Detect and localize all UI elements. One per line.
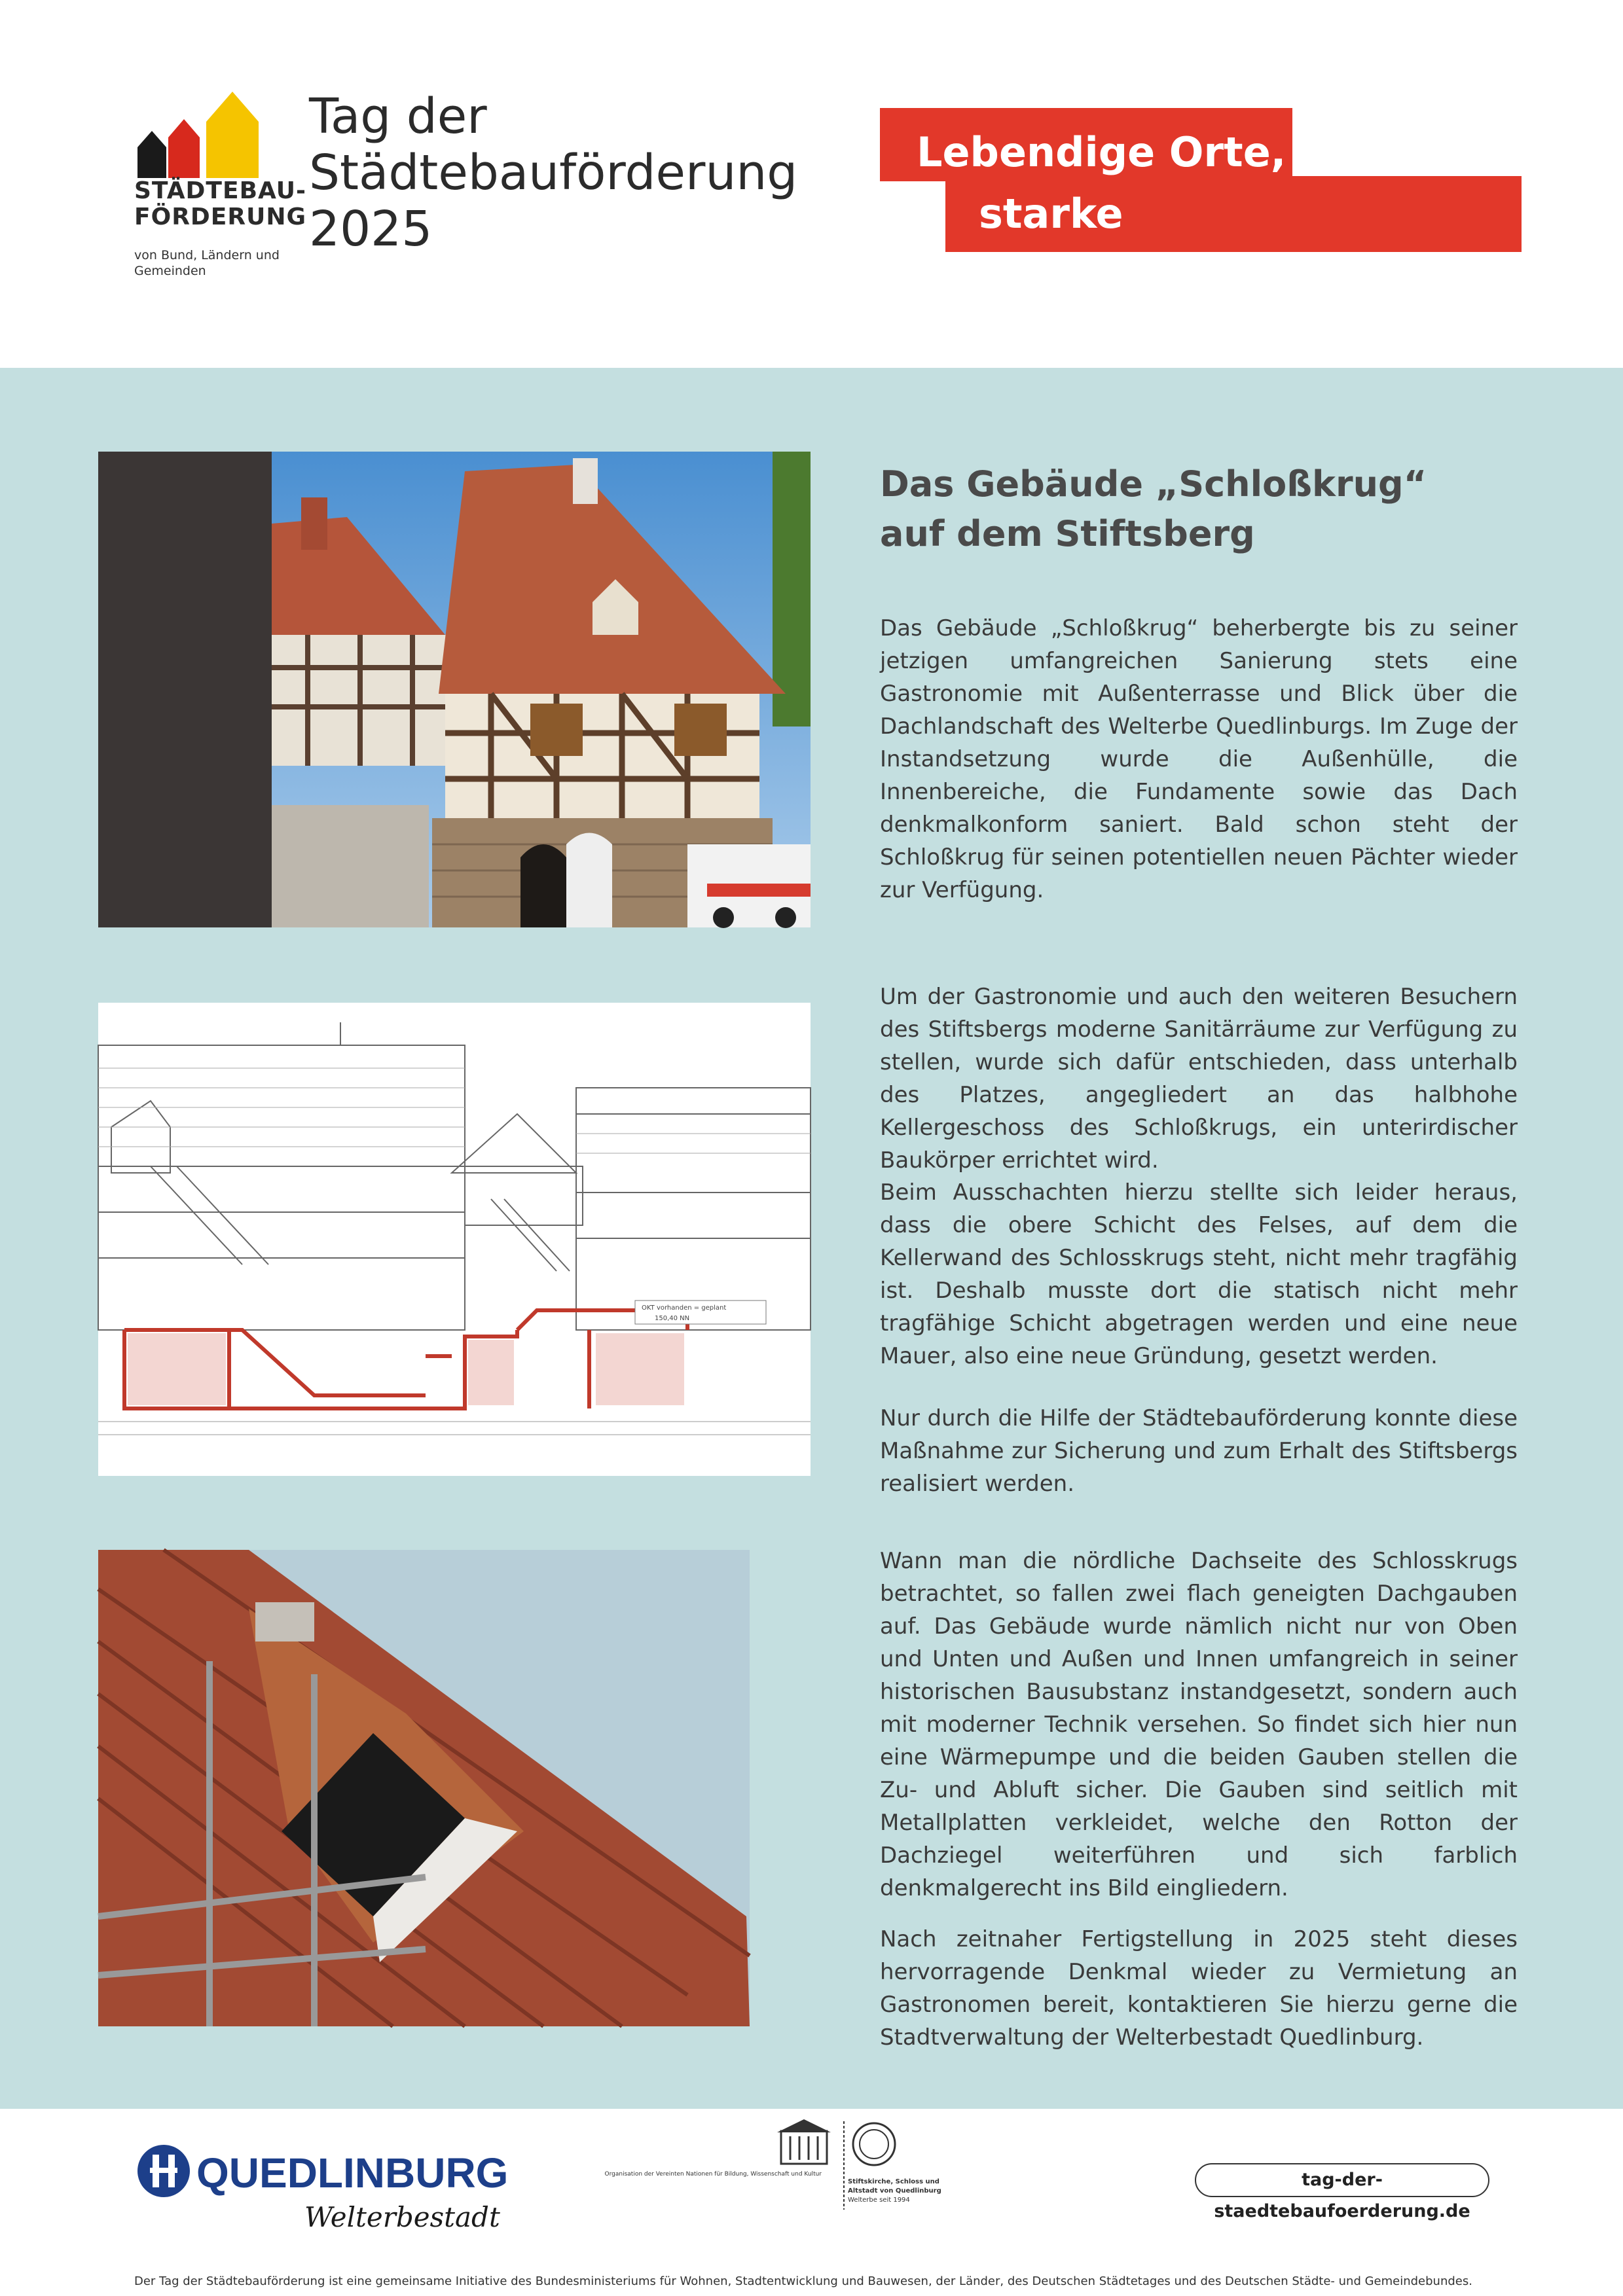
event-year: 2025 [309, 201, 433, 257]
photo-roof-dormer [98, 1550, 750, 2026]
quedlinburg-logo [134, 2142, 509, 2233]
website-link[interactable]: tag-der-staedtebaufoerderung.de [1195, 2163, 1489, 2197]
paragraph-foundation: Beim Ausschachten hierzu stellte sich leider heraus, dass die obere Schicht des Felses, auf dem die Kellerwand des Schlosskrugs steht, nicht mehr tragfähig ist. Deshalb musste dort die statisch nicht mehr tragfähige Schicht abgetragen werden und eine neue Mauer, also eine neue Gründung, gesetzt werden. [880, 1179, 1518, 1369]
paragraph-dormers: Wann man die nördliche Dachseite des Schlosskrugs betrachtet, so fallen zwei flach geneigten Dachgauben auf. Das Gebäude wurde nämlich nicht nur von Oben und Unten und Außen und Innen umfangreich in seiner historischen Bausubstanz instandgesetzt, sondern auch mit moderner Technik versehen. So findet sich hier nun eine Wärmepumpe und die beiden Gauben stellen die Zu- und Abluft sicher. Die Gauben sind seitlich mit Metallplatten verkleidet, welche den Rotton der Dachziegel weiterführen und sich farblich denkmalgerecht ins Bild eingliedern. [880, 1548, 1518, 1901]
slogan-text [917, 122, 1519, 306]
photo-schlosskrug-building [98, 452, 811, 927]
logo-sub2: Gemeinden [134, 264, 206, 278]
logo-red-house [168, 119, 200, 178]
logo-wordmark [134, 178, 306, 230]
logo-line1: STÄDTEBAU- [134, 177, 306, 204]
drawing-label-okt: OKT vorhanden = geplant [642, 1304, 727, 1312]
footnote: Der Tag der Städtebauförderung ist eine gemeinsame Initiative des Bundesministeriums für Wohnen, Stadtentwicklung und Bauwesen, der Länder, des Deutschen Städtetages und des Deutschen Städte- und Gemeindebundes. [134, 2274, 1472, 2288]
paragraph-rental: Nach zeitnaher Fertigstellung in 2025 steht dieses hervorragende Denkmal wieder zu Vermietung an Gastronomen bereit, kontaktieren Sie hierzu gerne die Stadtverwaltung der Welterbestadt Quedlinburg. [880, 1926, 1518, 2051]
section-title [880, 459, 1469, 559]
logo-line2: FÖRDERUNG [134, 204, 307, 230]
staedtebaufoerderung-logo-mark [134, 92, 278, 178]
logo-black-house [137, 131, 166, 178]
heritage-caption-3: Welterbe seit 1994 [848, 2197, 910, 2204]
paragraph-funding: Nur durch die Hilfe der Städtebauförderung konnte diese Maßnahme zur Sicherung und zum Erhalt des Stiftsbergs realisiert werden. [880, 1405, 1518, 1497]
heritage-caption-1: Stiftskirche, Schloss und [848, 2178, 939, 2185]
drawing-section-plan [98, 1003, 811, 1476]
event-title-line2: Städtebauförderung [309, 145, 798, 201]
city-name: QUEDLINBURG [196, 2149, 509, 2197]
slogan-line2: starke Gemeinschaften. [979, 190, 1366, 299]
slogan-line1: Lebendige Orte, [917, 128, 1286, 176]
heritage-caption-2: Altstadt von Quedlinburg [848, 2187, 941, 2195]
paragraph-intro: Das Gebäude „Schloßkrug“ beherbergte bis zu seiner jetzigen umfangreichen Sanierung stets eine Gastronomie mit Außenterrasse und Blick über die Dachlandschaft des Welterbe Quedlinburgs. Im Zuge der Instandsetzung wurde die Außenhülle, die Innenbereiche, die Fundamente sowie das Dach denkmalkonform saniert. Bald schon steht der Schloßkrug für seinen potentiellen neuen Pächter wieder zur Verfügung. [880, 615, 1518, 903]
event-title [309, 88, 797, 257]
logo-subline [134, 247, 285, 279]
city-subtitle: Welterbestadt [304, 2201, 500, 2233]
unesco-caption: Organisation der Vereinten Nationen für Bildung, Wissenschaft und Kultur [604, 2171, 822, 2178]
section-title-line2: auf dem Stiftsberg [880, 513, 1255, 554]
logo-yellow-house [206, 92, 259, 178]
section-title-line1: Das Gebäude „Schloßkrug“ [880, 463, 1427, 505]
drawing-label-okt-value: 150,40 NN [655, 1315, 690, 1322]
event-title-line1: Tag der [309, 88, 487, 145]
logo-sub1: von Bund, Ländern und [134, 248, 280, 262]
paragraph-sanitary: Um der Gastronomie und auch den weiteren Besuchern des Stiftsbergs moderne Sanitärräume zur Verfügung zu stellen, wurde sich dafür entschieden, dass unterhalb des Platzes, angegliedert an das halbhohe Kellergeschoss des Schloßkrugs, ein unterirdischer Baukörper errichtet wird. [880, 984, 1518, 1174]
unesco-world-heritage-logos [604, 2118, 953, 2213]
